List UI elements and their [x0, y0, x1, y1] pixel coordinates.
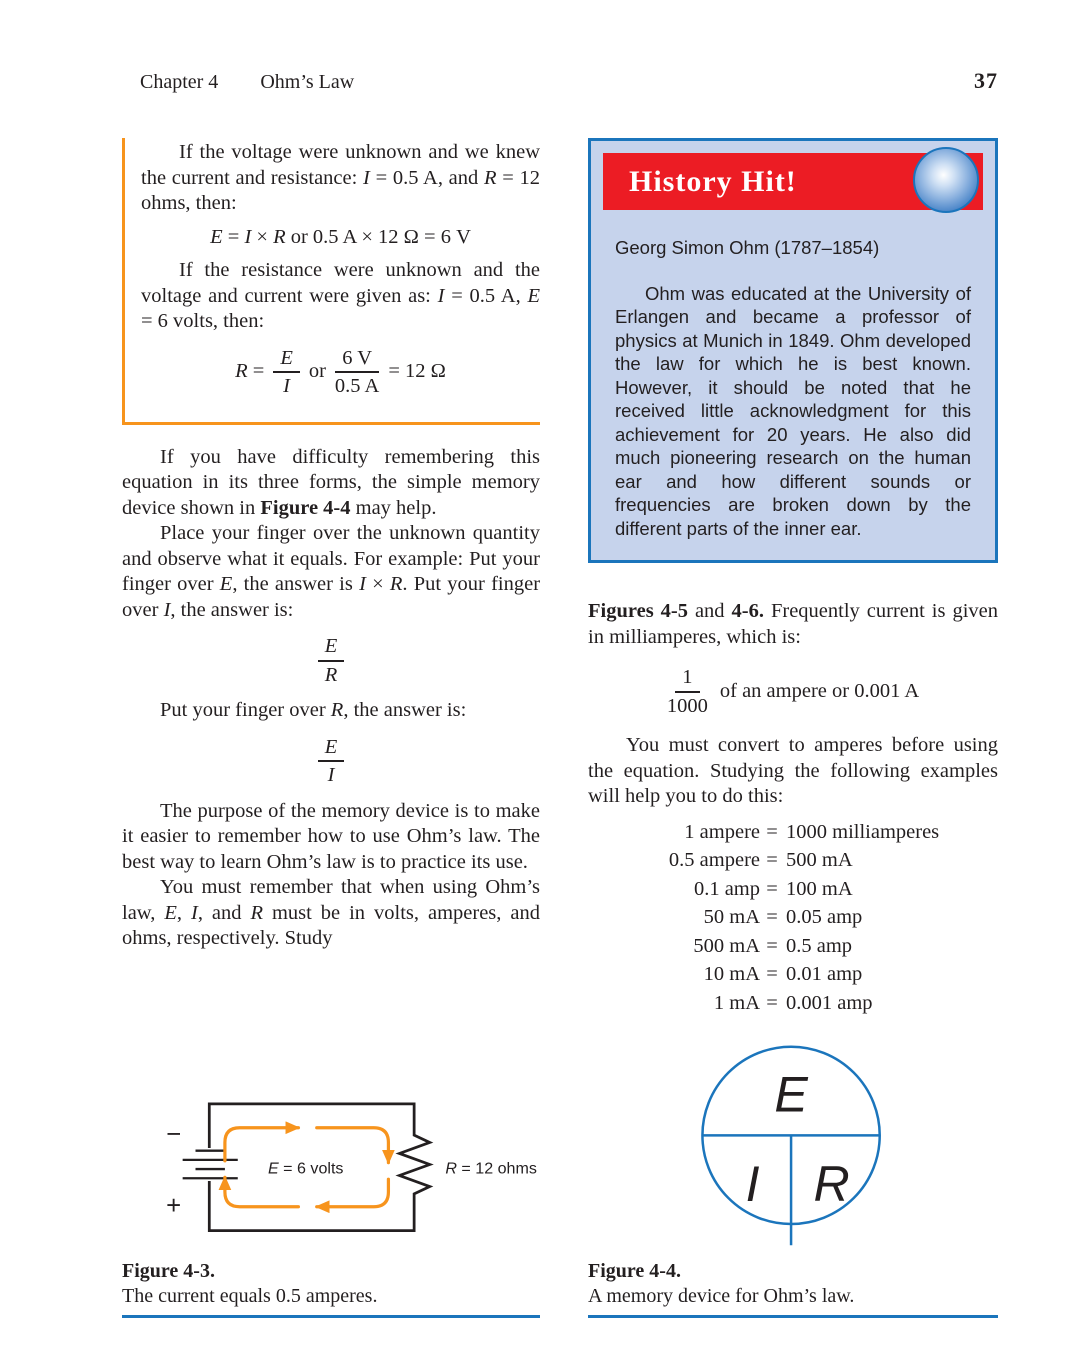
paragraph-place-finger: Place your finger over the unknown quantity and observe what it equals. For example: Put your finger over E, the answer is I × R. Put your finger over I, the answer is: — [122, 522, 541, 621]
figure-4-4-caption — [588, 1259, 998, 1309]
equation-e-equals-ir: E = I × R or 0.5 A × 12 Ω = 6 V — [210, 225, 471, 248]
paragraph-resistance-unknown: If the resistance were unknown and the voltage and current were given as: I = 0.5 A, E = 6 volts, then: — [141, 259, 540, 332]
caption-text: A memory device for Ohm’s law. — [588, 1285, 855, 1307]
conversion-row: 50 mA = 0.05 amp — [703, 906, 863, 929]
history-hit-body — [603, 236, 983, 540]
letter-i: I — [745, 1155, 760, 1212]
caption-title: Figure 4-3. — [122, 1260, 215, 1282]
two-column-layout — [122, 138, 998, 1318]
figure-4-4 — [588, 1039, 998, 1318]
eq2-or: or — [308, 360, 326, 383]
page-header — [122, 68, 998, 94]
battery-minus-label: − — [166, 1120, 182, 1149]
letter-e: E — [774, 1066, 808, 1123]
caption-rule — [122, 1315, 540, 1318]
paragraph-purpose-memory-device: The purpose of the memory device is to make it easier to remember how to use Ohm’s law. The best way to learn Ohm’s law is to practice its use. — [122, 799, 540, 873]
sphere-icon — [913, 147, 979, 213]
fraction-e-over-i-display: $\frac{E}{I}$ — [122, 736, 540, 787]
page-number: 37 — [974, 68, 998, 93]
left-column — [122, 138, 540, 1318]
caption-text: The current equals 0.5 amperes. — [122, 1285, 378, 1307]
history-paragraph: Ohm was educated at the University of Erlangen and became a professor of physics at Munich in 1849. Ohm developed the law for which he is best known. However, it should be noted that he received little acknowledgment for this achievement for 20 years. He also did much pioneering research on the human ear and how different sounds or frequencies are broken down by the different parts of the inner ear. — [615, 282, 971, 539]
fraction-suffix: of an ampere or 0.001 A — [719, 679, 920, 702]
milliampere-fraction-line — [588, 666, 998, 717]
letter-r: R — [813, 1155, 850, 1212]
ohms-law-memory-circle — [687, 1039, 899, 1249]
paragraph-finger-over-r: Put your finger over R, the answer is: — [160, 699, 467, 722]
battery-icon — [183, 1151, 238, 1179]
figure-4-3-caption — [122, 1259, 540, 1309]
paragraph-difficulty-remembering: If you have difficulty remembering this equation in its three forms, the simple memory device shown in Figure 4-4 may help. — [122, 445, 540, 519]
history-hit-title: History Hit! — [629, 164, 797, 198]
figure-4-3 — [122, 1091, 540, 1318]
eq2-lhs: R = — [235, 360, 265, 383]
highlighted-example-block — [122, 138, 540, 425]
chapter-label: Chapter 4 — [140, 71, 219, 93]
conversion-row: 0.1 amp = 100 mA — [693, 877, 853, 900]
paragraph-voltage-unknown: If the voltage were unknown and we knew the current and resistance: I = 0.5 A, and R = 12 ohms, then: — [141, 141, 540, 214]
fraction-1-over-1000: $\frac{1}{1000}$ — [666, 666, 708, 717]
conversion-row: 0.5 ampere = 500 mA — [668, 849, 853, 872]
paragraph-figures-4-5-4-6: Figures 4-5 and 4-6. Frequently current is given in milliamperes, which is: — [588, 600, 998, 648]
voltage-label: E = 6 volts — [268, 1159, 344, 1178]
conversion-row: 1 ampere = 1000 milliamperes — [684, 820, 940, 843]
eq2-rhs: = 12 Ω — [388, 360, 446, 383]
conversion-row: 500 mA = 0.5 amp — [693, 934, 853, 957]
resistance-label: R = 12 ohms — [445, 1159, 537, 1178]
history-hit-box — [588, 138, 998, 563]
paragraph-must-convert: You must convert to amperes before using the equation. Studying the following examples will help you to do this: — [588, 734, 998, 808]
battery-plus-label: + — [166, 1192, 182, 1221]
conversion-table — [588, 818, 998, 1018]
book-title: Ohm’s Law — [260, 71, 355, 93]
history-hit-banner — [603, 153, 983, 210]
fraction-e-over-r-display: $\frac{E}{R}$ — [122, 635, 540, 686]
conversion-row: 1 mA = 0.001 amp — [713, 991, 873, 1014]
paragraph-must-remember: You must remember that when using Ohm’s law, E, I, and R must be in volts, amperes, and ohms, respectively. Study — [122, 876, 540, 950]
caption-rule — [588, 1315, 998, 1318]
conversion-row: 10 mA = 0.01 amp — [703, 963, 863, 986]
caption-title: Figure 4-4. — [588, 1260, 681, 1282]
fraction-6v-over-05a: $\frac{6 V}{0.5 A}$ — [334, 346, 380, 398]
equation-r-equals-e-over-i — [141, 347, 540, 398]
history-subject-name: Georg Simon Ohm (1787–1854) — [615, 237, 880, 258]
right-column — [588, 138, 998, 1318]
circuit-diagram — [122, 1091, 540, 1249]
fraction-e-over-i: $\frac{E}{I}$ — [273, 347, 300, 398]
